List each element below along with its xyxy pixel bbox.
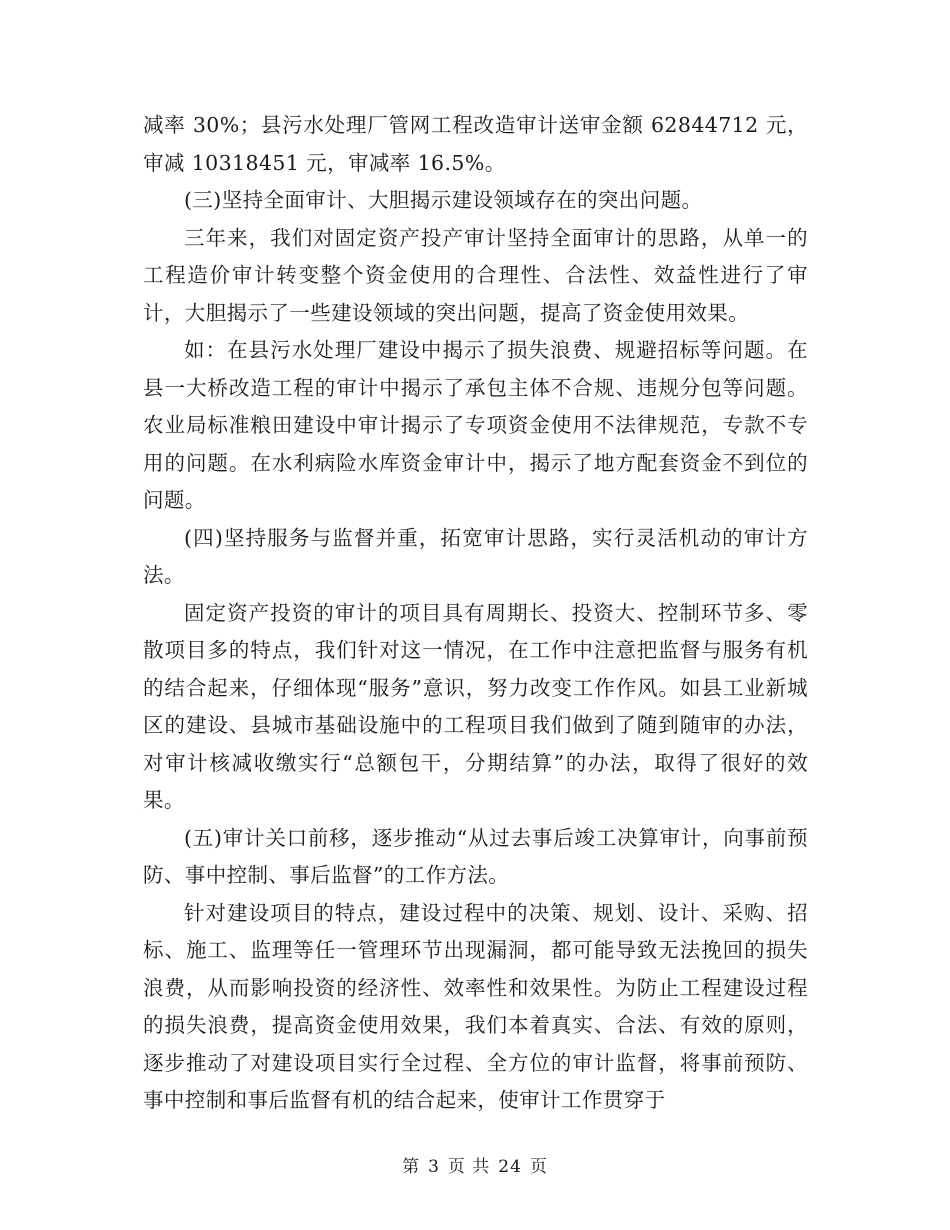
page-mid: 页 共 bbox=[447, 1157, 491, 1177]
paragraph-examples: 如：在县污水处理厂建设中揭示了损失浪费、规避招标等问题。在县一大桥改造工程的审计中揭示了承包主体不合规、违规分包等问题。农业局标准粮田建设中审计揭示了专项资金使用不法律规范，专款不专用的问题。在水利病险水库资金审计中，揭示了地方配套资金不到位的问题。 bbox=[143, 338, 808, 512]
page-total: 24 bbox=[498, 1157, 522, 1177]
page-suffix: 页 bbox=[529, 1157, 548, 1177]
heading-section-4: (四)坚持服务与监督并重，拓宽审计思路，实行灵活机动的审计方法。 bbox=[143, 525, 808, 587]
document-body bbox=[143, 107, 808, 1120]
page-prefix: 第 bbox=[402, 1157, 421, 1177]
paragraph-whole-process: 针对建设项目的特点，建设过程中的决策、规划、设计、采购、招标、施工、监理等任一管理环节出现漏洞，都可能导致无法挽回的损失浪费，从而影响投资的经济性、效率性和效果性。为防止工程建设过程的损失浪费，提高资金使用效果，我们本着真实、合法、有效的原则，逐步推动了对建设项目实行全过程、全方位的审计监督，将事前预防、事中控制和事后监督有机的结合起来，使审计工作贯穿于 bbox=[143, 900, 808, 1112]
paragraph-full-audit: 三年来，我们对固定资产投产审计坚持全面审计的思路，从单一的工程造价审计转变整个资金使用的合理性、合法性、效益性进行了审计，大胆揭示了一些建设领域的突出问题，提高了资金使用效果。 bbox=[143, 225, 808, 325]
paragraph-continuation: 减率 30%；县污水处理厂管网工程改造审计送审金额 62844712 元，审减 10318451 元，审减率 16.5%。 bbox=[143, 113, 808, 175]
page-number: 3 bbox=[428, 1157, 440, 1177]
heading-section-3: (三)坚持全面审计、大胆揭示建设领域存在的突出问题。 bbox=[184, 188, 703, 212]
page-footer bbox=[0, 1152, 950, 1177]
paragraph-service-supervision: 固定资产投资的审计的项目具有周期长、投资大、控制环节多、零散项目多的特点，我们针对这一情况，在工作中注意把监督与服务有机的结合起来，仔细体现“服务”意识，努力改变工作作风。如县工业新城区的建设、县城市基础设施中的工程项目我们做到了随到随审的办法，对审计核减收缴实行“总额包干，分期结算”的办法，取得了很好的效果。 bbox=[143, 600, 808, 812]
heading-section-5: (五)审计关口前移，逐步推动“从过去事后竣工决算审计，向事前预防、事中控制、事后监督”的工作方法。 bbox=[143, 825, 808, 887]
